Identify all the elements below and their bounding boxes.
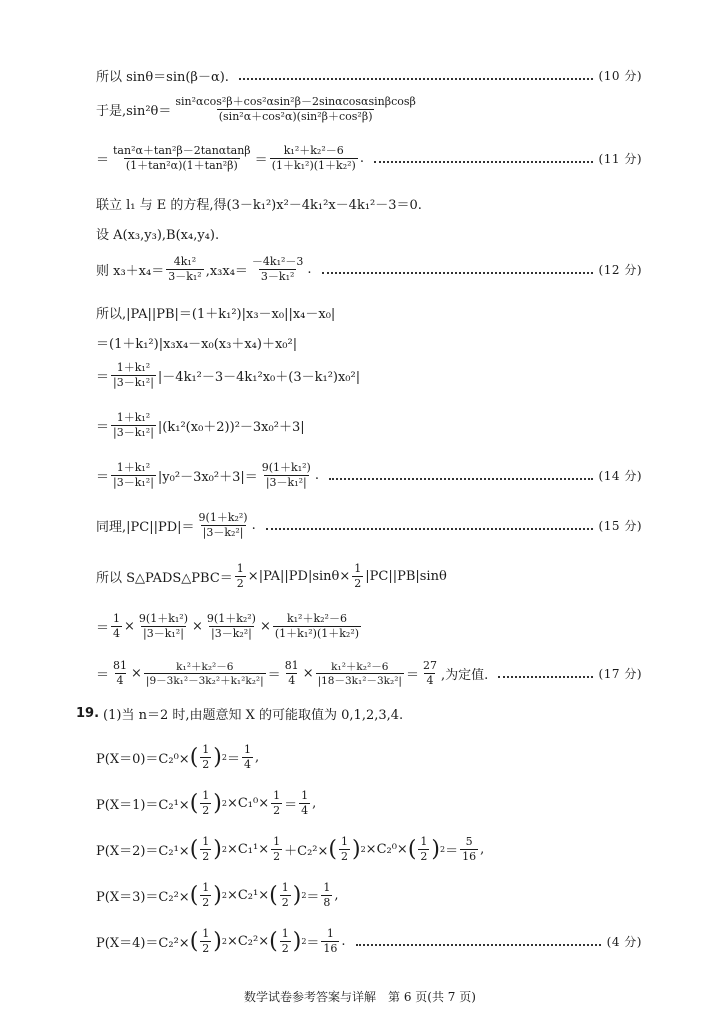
denominator: |9－3k₁²－3k₂²＋k₁²k₂²| [145, 674, 264, 687]
equation-text: × [302, 666, 314, 682]
denominator: 16 [462, 849, 477, 863]
equation-text: ,x₃x₄＝ [205, 264, 248, 280]
fraction [270, 145, 358, 172]
denominator: 3－k₁² [168, 269, 202, 283]
numerator: 5 [465, 835, 473, 848]
numerator: 1 [243, 743, 251, 756]
denominator: 2 [340, 849, 348, 863]
equation-text: ＝ [445, 844, 459, 860]
solution-line [96, 256, 642, 283]
equation-text: ＝ [306, 936, 320, 952]
denominator: |3－k₁²| [113, 425, 154, 439]
fraction [352, 563, 363, 590]
solution-line [96, 660, 642, 687]
numerator: －4k₁²－3 [251, 255, 304, 268]
numerator: 9(1＋k₁²) [261, 461, 311, 474]
numerator: 1＋k₁² [116, 461, 151, 474]
numerator: 1 [340, 835, 348, 848]
denominator: 4 [301, 803, 309, 817]
fraction [111, 412, 156, 439]
fraction [418, 836, 429, 863]
fraction [321, 928, 339, 955]
fraction [235, 563, 246, 590]
dot-leader [239, 78, 593, 80]
denominator: |3－k₁²| [113, 375, 154, 389]
equation-text: P(X＝3)＝C₂²× [96, 890, 190, 906]
denominator: 2 [236, 576, 244, 590]
equation-text: ＝ [226, 752, 240, 768]
fraction [200, 744, 211, 771]
denominator: |3－k₁²| [265, 475, 307, 489]
score-mark: (11 分) [598, 152, 642, 167]
fraction [283, 660, 301, 687]
right-paren: ) [213, 790, 222, 816]
solution-line [96, 96, 642, 123]
denominator: 2 [281, 895, 289, 909]
numerator: 1 [354, 562, 362, 575]
numerator: 81 [284, 659, 299, 672]
fraction [460, 836, 478, 863]
equation-text: 联立 l₁ 与 E 的方程,得(3－k₁²)x²－4k₁²x－4k₁²－3＝0. [96, 198, 422, 213]
equation-text: ＝ [96, 420, 110, 436]
probability-line [96, 882, 642, 909]
equation-text: 同理,|PC||PD|＝ [96, 520, 195, 536]
equation-text: ×C₂⁰× [365, 842, 408, 858]
solution-line [96, 563, 642, 590]
solution-line [96, 66, 642, 85]
exponent: 2 [221, 891, 227, 901]
equation-text: |－4k₁²－3－4k₁²x₀＋(3－k₁²)x₀²| [157, 370, 361, 386]
equation-text: 所以,|PA||PB|＝(1＋k₁²)|x₃－x₀||x₄－x₀| [96, 307, 336, 322]
numerator: 1 [323, 881, 331, 894]
score-mark: (17 分) [598, 667, 642, 682]
fraction [205, 613, 258, 640]
numerator: 9(1＋k₁²) [138, 612, 188, 625]
dot-leader [498, 676, 592, 678]
denominator: (1＋k₁²)(1＋k₂²) [274, 626, 360, 640]
fraction [321, 882, 332, 909]
fraction [111, 462, 156, 489]
denominator: (1＋k₁²)(1＋k₂²) [271, 158, 356, 172]
fraction [197, 512, 250, 539]
numerator: 1 [113, 612, 121, 625]
equation-text: P(X＝2)＝C₂¹× [96, 844, 190, 860]
probability-line [96, 744, 642, 771]
probability-line [96, 836, 642, 863]
numerator: 1 [202, 835, 210, 848]
solution-line [96, 512, 642, 539]
equation-text: ＝ [267, 668, 281, 684]
solution-line [96, 333, 642, 352]
fraction [260, 462, 313, 489]
exponent: 2 [301, 937, 307, 947]
question-number: 19. [76, 706, 100, 721]
solution-line [96, 194, 642, 213]
fraction [200, 928, 211, 955]
numerator: 1 [273, 789, 281, 802]
score-mark: (15 分) [598, 519, 642, 534]
fraction [280, 882, 291, 909]
score-mark: (4 分) [606, 935, 642, 950]
equation-text: 所以 sinθ＝sin(β－α). [96, 70, 229, 85]
right-paren: ) [431, 836, 441, 862]
equation-text: . [359, 151, 364, 167]
fraction [271, 790, 282, 817]
numerator: 1 [202, 927, 210, 940]
fraction [421, 660, 439, 687]
dot-leader [374, 161, 593, 163]
fraction [111, 145, 253, 172]
denominator: |18－3k₁²－3k₂²| [317, 674, 402, 687]
right-paren: ) [213, 836, 222, 862]
denominator: 2 [273, 803, 281, 817]
numerator: 1 [236, 562, 244, 575]
fraction [173, 96, 418, 123]
dot-leader [329, 478, 593, 480]
denominator: 3－k₁² [260, 269, 295, 283]
denominator: |3－k₂²| [210, 626, 252, 640]
numerator: 1 [202, 743, 210, 756]
left-paren: ( [328, 836, 337, 862]
left-paren: ( [189, 928, 199, 954]
right-paren: ) [292, 928, 302, 954]
fraction [144, 661, 266, 687]
equation-text: . [307, 262, 312, 278]
equation-text: ×C₂¹× [226, 888, 270, 904]
fraction [250, 256, 305, 283]
equation-text: ＝ [96, 370, 110, 386]
denominator: 2 [202, 895, 210, 909]
equation-text: , [312, 796, 317, 812]
fraction [137, 613, 190, 640]
fraction [339, 836, 350, 863]
right-paren: ) [292, 882, 302, 908]
numerator: k₁²＋k₂²－6 [286, 612, 347, 625]
equation-text: (1)当 n＝2 时,由题意知 X 的可能取值为 0,1,2,3,4. [103, 708, 404, 723]
right-paren: ) [213, 928, 222, 954]
numerator: 1 [420, 835, 428, 848]
probability-line [96, 790, 642, 817]
equation-text: ＝ [284, 798, 298, 814]
exponent: 2 [440, 845, 446, 855]
denominator: 2 [202, 849, 210, 863]
denominator: 2 [354, 576, 362, 590]
solution-line [96, 303, 642, 322]
equation-text: ×C₁¹× [226, 842, 270, 858]
denominator: 4 [288, 673, 296, 687]
denominator: 4 [426, 673, 434, 687]
numerator: 1 [273, 835, 281, 848]
left-paren: ( [189, 882, 199, 908]
equation-text: |(k₁²(x₀＋2))²－3x₀²＋3| [157, 420, 305, 436]
numerator: tan²α＋tan²β－2tanαtanβ [113, 144, 251, 157]
equation-text: 所以 S△PADS△PBC＝ [96, 571, 233, 587]
equation-text: ＝ [96, 470, 110, 486]
numerator: k₁²＋k₂²－6 [283, 144, 344, 157]
equation-text: |y₀²－3x₀²＋3|＝ [157, 470, 258, 486]
fraction [111, 613, 122, 640]
numerator: 1 [202, 881, 210, 894]
dot-leader [266, 528, 593, 530]
equation-text: ＋C₂²× [284, 844, 329, 860]
denominator: 2 [202, 941, 210, 955]
equation-text: , [480, 842, 485, 858]
equation-text: ×C₁⁰× [226, 796, 270, 812]
denominator: 2 [420, 849, 428, 863]
fraction [111, 660, 129, 687]
numerator: 9(1＋k₂²) [198, 511, 248, 524]
numerator: 9(1＋k₂²) [206, 612, 256, 625]
solution-line [96, 362, 642, 389]
equation-text: ＝ [96, 621, 110, 637]
fraction [299, 790, 310, 817]
question-heading [76, 704, 642, 723]
equation-text: ＝ [405, 668, 419, 684]
equation-text: ×|PA||PD|sinθ× [247, 569, 351, 585]
equation-text: ＝(1＋k₁²)|x₃x₄－x₀(x₃＋x₄)＋x₀²| [96, 337, 298, 352]
equation-text: 于是,sin²θ＝ [96, 104, 172, 120]
numerator: 1＋k₁² [116, 361, 151, 374]
denominator: 2 [202, 803, 210, 817]
right-paren: ) [213, 882, 222, 908]
equation-text: , [334, 888, 339, 904]
fraction [273, 613, 361, 640]
right-paren: ) [351, 836, 361, 862]
equation-text: . [314, 468, 319, 484]
fraction [200, 836, 211, 863]
equation-text: . [251, 518, 256, 534]
fraction [200, 790, 211, 817]
right-paren: ) [213, 744, 222, 770]
solution-line [96, 462, 642, 489]
left-paren: ( [269, 928, 278, 954]
equation-text: ×C₂²× [226, 934, 270, 950]
numerator: 1＋k₁² [116, 411, 151, 424]
equation-text: × [259, 619, 271, 635]
equation-text: ＝ [306, 890, 320, 906]
fraction [316, 661, 404, 687]
fraction [271, 836, 282, 863]
denominator: 2 [281, 941, 289, 955]
exponent: 2 [360, 845, 366, 855]
solution-line [96, 145, 642, 172]
left-paren: ( [269, 882, 278, 908]
numerator: 1 [326, 927, 334, 940]
denominator: 8 [323, 895, 331, 909]
exponent: 2 [221, 937, 227, 947]
denominator: |3－k₁²| [113, 475, 154, 489]
fraction [166, 256, 203, 283]
denominator: |3－k₁²| [143, 626, 184, 640]
equation-text: , [254, 750, 260, 766]
equation-text: P(X＝0)＝C₂⁰× [96, 752, 190, 768]
numerator: k₁²＋k₂²－6 [176, 660, 234, 673]
dot-leader [322, 272, 593, 274]
numerator: 1 [281, 881, 289, 894]
exponent: 2 [301, 891, 307, 901]
equation-text: P(X＝4)＝C₂²× [96, 936, 190, 952]
equation-text: P(X＝1)＝C₂¹× [96, 798, 190, 814]
numerator: 4k₁² [173, 255, 197, 268]
page-footer: 数学试卷参考答案与详解 第 6 页(共 7 页) [244, 990, 476, 1004]
equation-text: 设 A(x₃,y₃),B(x₄,y₄). [96, 228, 220, 243]
denominator: 4 [243, 757, 251, 771]
numerator: sin²αcos²β＋cos²αsin²β－2sinαcosαsinβcosβ [175, 95, 416, 108]
exponent: 2 [221, 845, 227, 855]
equation-text: × [192, 619, 203, 635]
denominator: |3－k₂²| [202, 525, 244, 539]
left-paren: ( [189, 744, 199, 770]
denominator: 4 [116, 673, 124, 687]
equation-text: ＝ [96, 668, 110, 684]
equation-text: |PC||PB|sinθ [365, 569, 447, 585]
probability-line [96, 928, 642, 955]
equation-text: × [124, 619, 135, 635]
equation-text: ,为定值. [440, 668, 489, 684]
fraction [111, 362, 156, 389]
denominator: 4 [113, 626, 121, 640]
left-paren: ( [189, 836, 199, 862]
fraction [242, 744, 253, 771]
exponent: 2 [221, 753, 227, 763]
left-paren: ( [189, 790, 199, 816]
numerator: 27 [422, 659, 437, 672]
numerator: k₁²＋k₂²－6 [331, 660, 389, 673]
equation-text: 则 x₃＋x₄＝ [96, 264, 165, 280]
numerator: 1 [281, 927, 289, 940]
denominator: 16 [323, 941, 338, 955]
exponent: 2 [221, 799, 227, 809]
solution-line [96, 613, 642, 640]
numerator: 1 [301, 789, 309, 802]
solution-line [96, 224, 642, 243]
numerator: 81 [113, 659, 128, 672]
score-mark: (14 分) [598, 469, 642, 484]
equation-text: . [341, 934, 346, 950]
score-mark: (12 分) [598, 263, 642, 278]
equation-text: × [131, 666, 142, 682]
denominator: (1＋tan²α)(1＋tan²β) [125, 158, 238, 172]
fraction [280, 928, 291, 955]
solution-line [96, 412, 642, 439]
score-mark: (10 分) [598, 69, 642, 83]
fraction [200, 882, 211, 909]
numerator: 1 [202, 789, 210, 802]
denominator: 2 [273, 849, 281, 863]
denominator: 2 [202, 757, 210, 771]
equation-text: ＝ [96, 153, 110, 169]
equation-text: ＝ [254, 153, 268, 169]
denominator: (sin²α＋cos²α)(sin²β＋cos²β) [218, 109, 373, 123]
dot-leader [356, 944, 601, 946]
left-paren: ( [407, 836, 417, 862]
